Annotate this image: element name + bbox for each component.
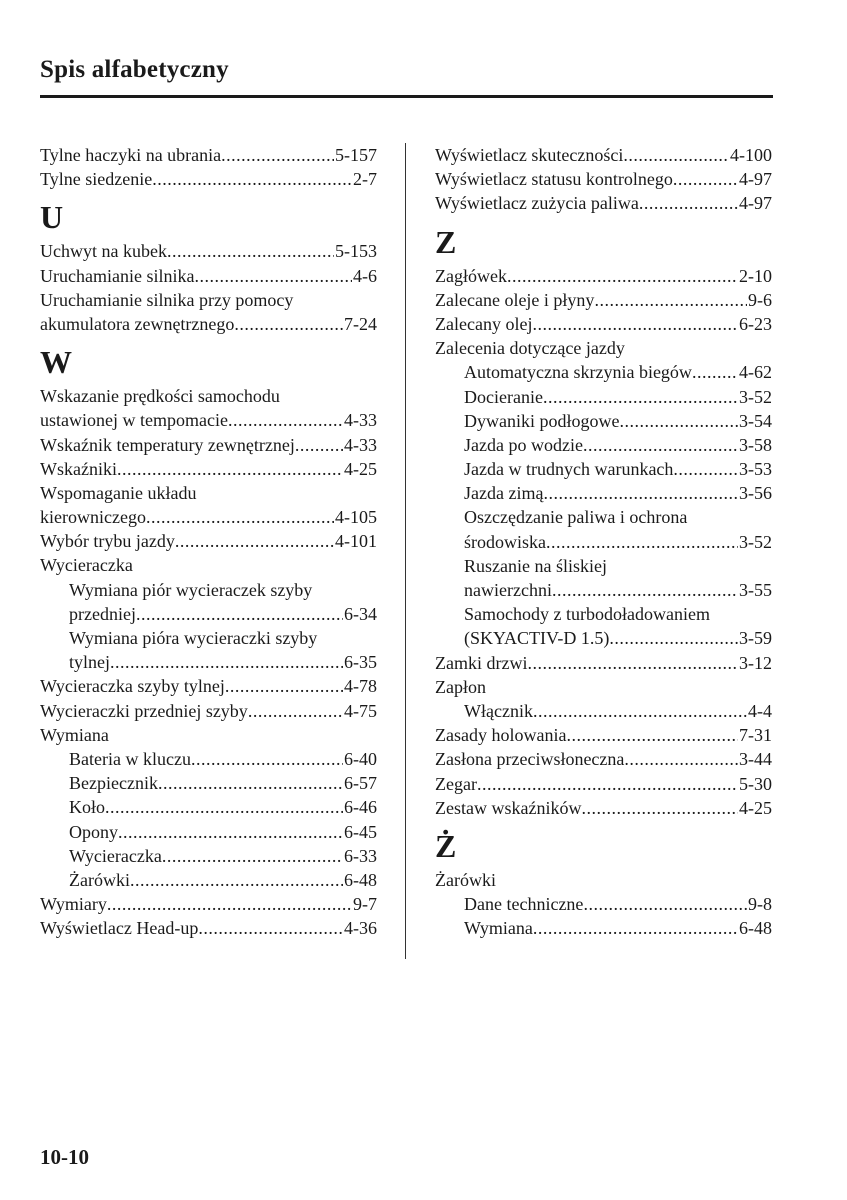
entry-text: (SKYACTIV-D 1.5) — [464, 628, 610, 649]
entry-text: Zasady holowania — [435, 725, 567, 746]
entry-page-ref: 3-44 — [739, 749, 772, 770]
dot-leader — [623, 143, 729, 167]
dot-leader — [107, 892, 352, 916]
index-entry[interactable] — [435, 312, 772, 336]
dot-leader — [118, 820, 343, 844]
entry-page-ref: 4-78 — [344, 676, 377, 697]
entry-text: Uruchamianie silnika — [40, 265, 195, 286]
dot-leader — [110, 650, 343, 674]
index-entry[interactable] — [40, 239, 377, 263]
entry-page-ref: 4-101 — [335, 531, 377, 552]
entry-text: Jazda zimą — [464, 483, 544, 504]
index-entry[interactable] — [40, 264, 377, 288]
index-heading: Wskazanie prędkości samochodu — [40, 386, 280, 407]
entry-page-ref: 6-45 — [344, 821, 377, 842]
entry-text: Uchwyt na kubek — [40, 241, 167, 262]
index-entry[interactable] — [40, 312, 377, 336]
index-entry[interactable] — [40, 143, 377, 167]
dot-leader — [624, 747, 738, 771]
dot-leader — [583, 892, 747, 916]
dot-leader — [191, 747, 343, 771]
entry-text: Włącznik — [464, 700, 533, 721]
entry-page-ref: 4-62 — [739, 362, 772, 383]
dot-leader — [673, 167, 738, 191]
entry-page-ref: 7-31 — [739, 725, 772, 746]
entry-page-ref: 5-153 — [335, 241, 377, 262]
entry-text: Tylne siedzenie — [40, 169, 153, 190]
entry-page-ref: 4-36 — [344, 918, 377, 939]
index-heading: Żarówki — [435, 869, 496, 890]
entry-page-ref: 6-40 — [344, 748, 377, 769]
entry-page-ref: 5-157 — [335, 145, 377, 165]
dot-leader — [566, 723, 738, 747]
entry-page-ref: 3-59 — [739, 628, 772, 649]
entry-text: Wskaźnik temperatury zewnętrznej — [40, 434, 295, 455]
index-entry[interactable] — [40, 892, 377, 916]
entry-text: Żarówki — [69, 869, 130, 890]
index-heading: Wycieraczka — [40, 555, 133, 576]
index-subheading: Ruszanie na śliskiej — [464, 555, 607, 576]
entry-page-ref: 7-24 — [344, 313, 377, 334]
entry-text: Wycieraczka szyby tylnej — [40, 676, 225, 697]
index-subentry[interactable] — [435, 481, 772, 505]
index-entry[interactable] — [435, 723, 772, 747]
index-entry[interactable] — [40, 529, 377, 553]
dot-leader — [673, 457, 738, 481]
index-entry[interactable] — [435, 264, 772, 288]
entry-page-ref: 9-7 — [353, 894, 377, 915]
entry-page-ref: 4-33 — [344, 434, 377, 455]
entry-text: Wyświetlacz skuteczności — [435, 145, 624, 165]
entry-text: Bezpiecznik — [69, 773, 158, 794]
index-subheading: Wymiana pióra wycieraczki szyby — [69, 628, 318, 648]
dot-leader — [527, 651, 738, 675]
entry-text: Wyświetlacz Head-up — [40, 918, 199, 939]
entry-text: Wymiary — [40, 894, 107, 915]
entry-text: tylnej — [69, 652, 110, 673]
dot-leader — [175, 529, 334, 553]
entry-page-ref: 6-35 — [344, 652, 377, 673]
dot-leader — [248, 699, 343, 723]
entry-text: Zagłówek — [435, 265, 507, 286]
entry-text: Zasłona przeciwsłoneczna — [435, 749, 625, 770]
index-subentry[interactable] — [435, 360, 772, 384]
entry-text: akumulatora zewnętrznego — [40, 313, 235, 334]
index-entry[interactable] — [40, 408, 377, 432]
index-subentry[interactable] — [435, 409, 772, 433]
entry-text: Zamki drzwi — [435, 652, 528, 673]
entry-text: Jazda po wodzie — [464, 434, 583, 455]
entry-text: Zegar — [435, 773, 477, 794]
entry-text: nawierzchni — [464, 580, 552, 600]
index-subentry[interactable] — [435, 457, 772, 481]
dot-leader — [543, 481, 738, 505]
dot-leader — [546, 530, 738, 554]
index-entry[interactable] — [40, 167, 377, 191]
entry-text: Docieranie — [464, 386, 543, 407]
index-entry[interactable] — [435, 288, 772, 312]
entry-page-ref: 4-97 — [739, 169, 772, 190]
entry-text: Wybór trybu jazdy — [40, 531, 175, 552]
entry-page-ref: 2-7 — [353, 169, 377, 190]
entry-text: Zalecane oleje i płyny — [435, 289, 595, 310]
entry-text: środowiska — [464, 531, 546, 552]
index-subentry[interactable] — [40, 820, 377, 844]
entry-text: ustawionej w tempomacie — [40, 410, 228, 431]
entry-text: Koło — [69, 797, 105, 818]
index-column-left — [40, 143, 377, 940]
index-subentry[interactable] — [40, 868, 377, 892]
index-subheading: Wymiana piór wycieraczek szyby — [69, 579, 313, 600]
dot-leader — [136, 602, 343, 626]
page-title: Spis alfabetyczny — [40, 56, 229, 83]
dot-leader — [105, 795, 343, 819]
entry-text: kierowniczego — [40, 507, 146, 528]
entry-page-ref: 6-57 — [344, 773, 377, 794]
dot-leader — [533, 916, 738, 940]
entry-page-ref: 3-53 — [739, 459, 772, 480]
entry-page-ref: 4-100 — [730, 145, 772, 165]
dot-leader — [639, 191, 738, 215]
entry-page-ref: 9-8 — [748, 894, 772, 915]
dot-leader — [167, 239, 334, 263]
index-subentry[interactable] — [40, 844, 377, 868]
entry-page-ref: 4-75 — [344, 700, 377, 721]
dot-leader — [594, 288, 747, 312]
dot-leader — [221, 143, 334, 167]
entry-text: Wyświetlacz zużycia paliwa — [435, 193, 639, 214]
entry-page-ref: 2-10 — [739, 265, 772, 286]
entry-text: Wymiana — [464, 918, 533, 939]
entry-page-ref: 6-48 — [344, 869, 377, 890]
entry-page-ref: 4-33 — [344, 410, 377, 431]
entry-page-ref: 3-52 — [739, 386, 772, 407]
entry-text: Wycieraczka — [69, 845, 162, 866]
index-subentry[interactable] — [435, 433, 772, 457]
dot-leader — [477, 772, 738, 796]
entry-text: Opony — [69, 821, 118, 842]
section-letter: Z — [435, 223, 457, 260]
entry-page-ref: 3-56 — [739, 483, 772, 504]
entry-page-ref: 4-6 — [353, 265, 377, 286]
dot-leader — [225, 674, 343, 698]
index-subentry[interactable] — [435, 626, 772, 650]
entry-text: Wyświetlacz statusu kontrolnego — [435, 169, 673, 190]
dot-leader — [146, 505, 334, 529]
entry-page-ref: 9-6 — [748, 289, 772, 310]
entry-text: Dywaniki podłogowe — [464, 410, 620, 431]
index-subentry[interactable] — [435, 916, 772, 940]
entry-text: przedniej — [69, 603, 136, 624]
column-divider — [405, 143, 406, 959]
dot-leader — [543, 385, 738, 409]
dot-leader — [533, 699, 747, 723]
page-number: 10-10 — [40, 1145, 89, 1169]
index-heading: Uruchamianie silnika przy pomocy — [40, 289, 294, 310]
index-subentry[interactable] — [435, 699, 772, 723]
entry-page-ref: 4-25 — [739, 797, 772, 818]
dot-leader — [162, 844, 343, 868]
dot-leader — [228, 408, 343, 432]
index-entry[interactable] — [435, 167, 772, 191]
entry-page-ref: 6-46 — [344, 797, 377, 818]
index-subentry[interactable] — [40, 795, 377, 819]
index-subentry[interactable] — [435, 892, 772, 916]
dot-leader — [609, 626, 738, 650]
entry-text: Wycieraczki przedniej szyby — [40, 700, 248, 721]
index-entry[interactable] — [40, 674, 377, 698]
dot-leader — [552, 578, 738, 602]
entry-page-ref: 6-34 — [344, 603, 377, 624]
entry-text: Bateria w kluczu — [69, 748, 191, 769]
entry-text: Jazda w trudnych warunkach — [464, 459, 674, 480]
dot-leader — [117, 457, 343, 481]
dot-leader — [532, 312, 738, 336]
entry-page-ref: 3-58 — [739, 434, 772, 455]
entry-page-ref: 5-30 — [739, 773, 772, 794]
index-heading: Zapłon — [435, 676, 486, 697]
index-entry[interactable] — [40, 699, 377, 723]
index-entry[interactable] — [435, 796, 772, 820]
index-subentry[interactable] — [435, 578, 772, 602]
index-subentry[interactable] — [435, 385, 772, 409]
entry-page-ref: 3-55 — [739, 580, 772, 600]
index-entry[interactable] — [435, 772, 772, 796]
section-letter: W — [40, 344, 72, 381]
index-heading: Wymiana — [40, 724, 109, 745]
entry-page-ref: 3-12 — [739, 652, 772, 673]
entry-text: Wskaźniki — [40, 458, 117, 479]
entry-page-ref: 4-25 — [344, 458, 377, 479]
entry-page-ref: 3-52 — [739, 531, 772, 552]
index-subentry[interactable] — [40, 602, 377, 626]
dot-leader — [234, 312, 343, 336]
section-letter: Ż — [435, 827, 457, 864]
index-subentry[interactable] — [435, 530, 772, 554]
entry-text: Automatyczna skrzynia biegów — [464, 362, 692, 383]
entry-text: Zalecany olej — [435, 313, 533, 334]
dot-leader — [158, 771, 343, 795]
dot-leader — [194, 264, 352, 288]
title-rule — [40, 95, 773, 98]
entry-page-ref: 3-54 — [739, 410, 772, 431]
dot-leader — [198, 916, 343, 940]
index-subentry[interactable] — [40, 771, 377, 795]
index-heading: Wspomaganie układu — [40, 482, 197, 503]
index-heading: Zalecenia dotyczące jazdy — [435, 338, 625, 359]
entry-text: Tylne haczyki na ubrania — [40, 145, 222, 165]
entry-page-ref: 6-33 — [344, 845, 377, 866]
dot-leader — [152, 167, 352, 191]
dot-leader — [692, 360, 738, 384]
entry-text: Zestaw wskaźników — [435, 797, 582, 818]
index-subheading: Samochody z turbodoładowaniem — [464, 604, 710, 625]
index-entry[interactable] — [40, 433, 377, 457]
index-subentry[interactable] — [40, 747, 377, 771]
entry-page-ref: 4-97 — [739, 193, 772, 214]
index-subheading: Oszczędzanie paliwa i ochrona — [464, 507, 688, 528]
index-entry[interactable] — [40, 505, 377, 529]
entry-text: Dane techniczne — [464, 894, 584, 915]
dot-leader — [583, 433, 738, 457]
index-entry[interactable] — [435, 651, 772, 675]
dot-leader — [619, 409, 738, 433]
dot-leader — [507, 264, 738, 288]
dot-leader — [295, 433, 343, 457]
index-entry[interactable] — [435, 747, 772, 771]
dot-leader — [581, 796, 738, 820]
entry-page-ref: 6-23 — [739, 313, 772, 334]
index-entry[interactable] — [40, 457, 377, 481]
entry-page-ref: 4-105 — [335, 507, 377, 528]
index-entry[interactable] — [435, 191, 772, 215]
index-column-right — [435, 143, 772, 940]
entry-page-ref: 6-48 — [739, 918, 772, 939]
index-entry[interactable] — [40, 916, 377, 940]
entry-page-ref: 4-4 — [748, 700, 772, 721]
index-subentry[interactable] — [40, 650, 377, 674]
index-entry[interactable] — [435, 143, 772, 167]
dot-leader — [130, 868, 343, 892]
section-letter: U — [40, 199, 64, 236]
